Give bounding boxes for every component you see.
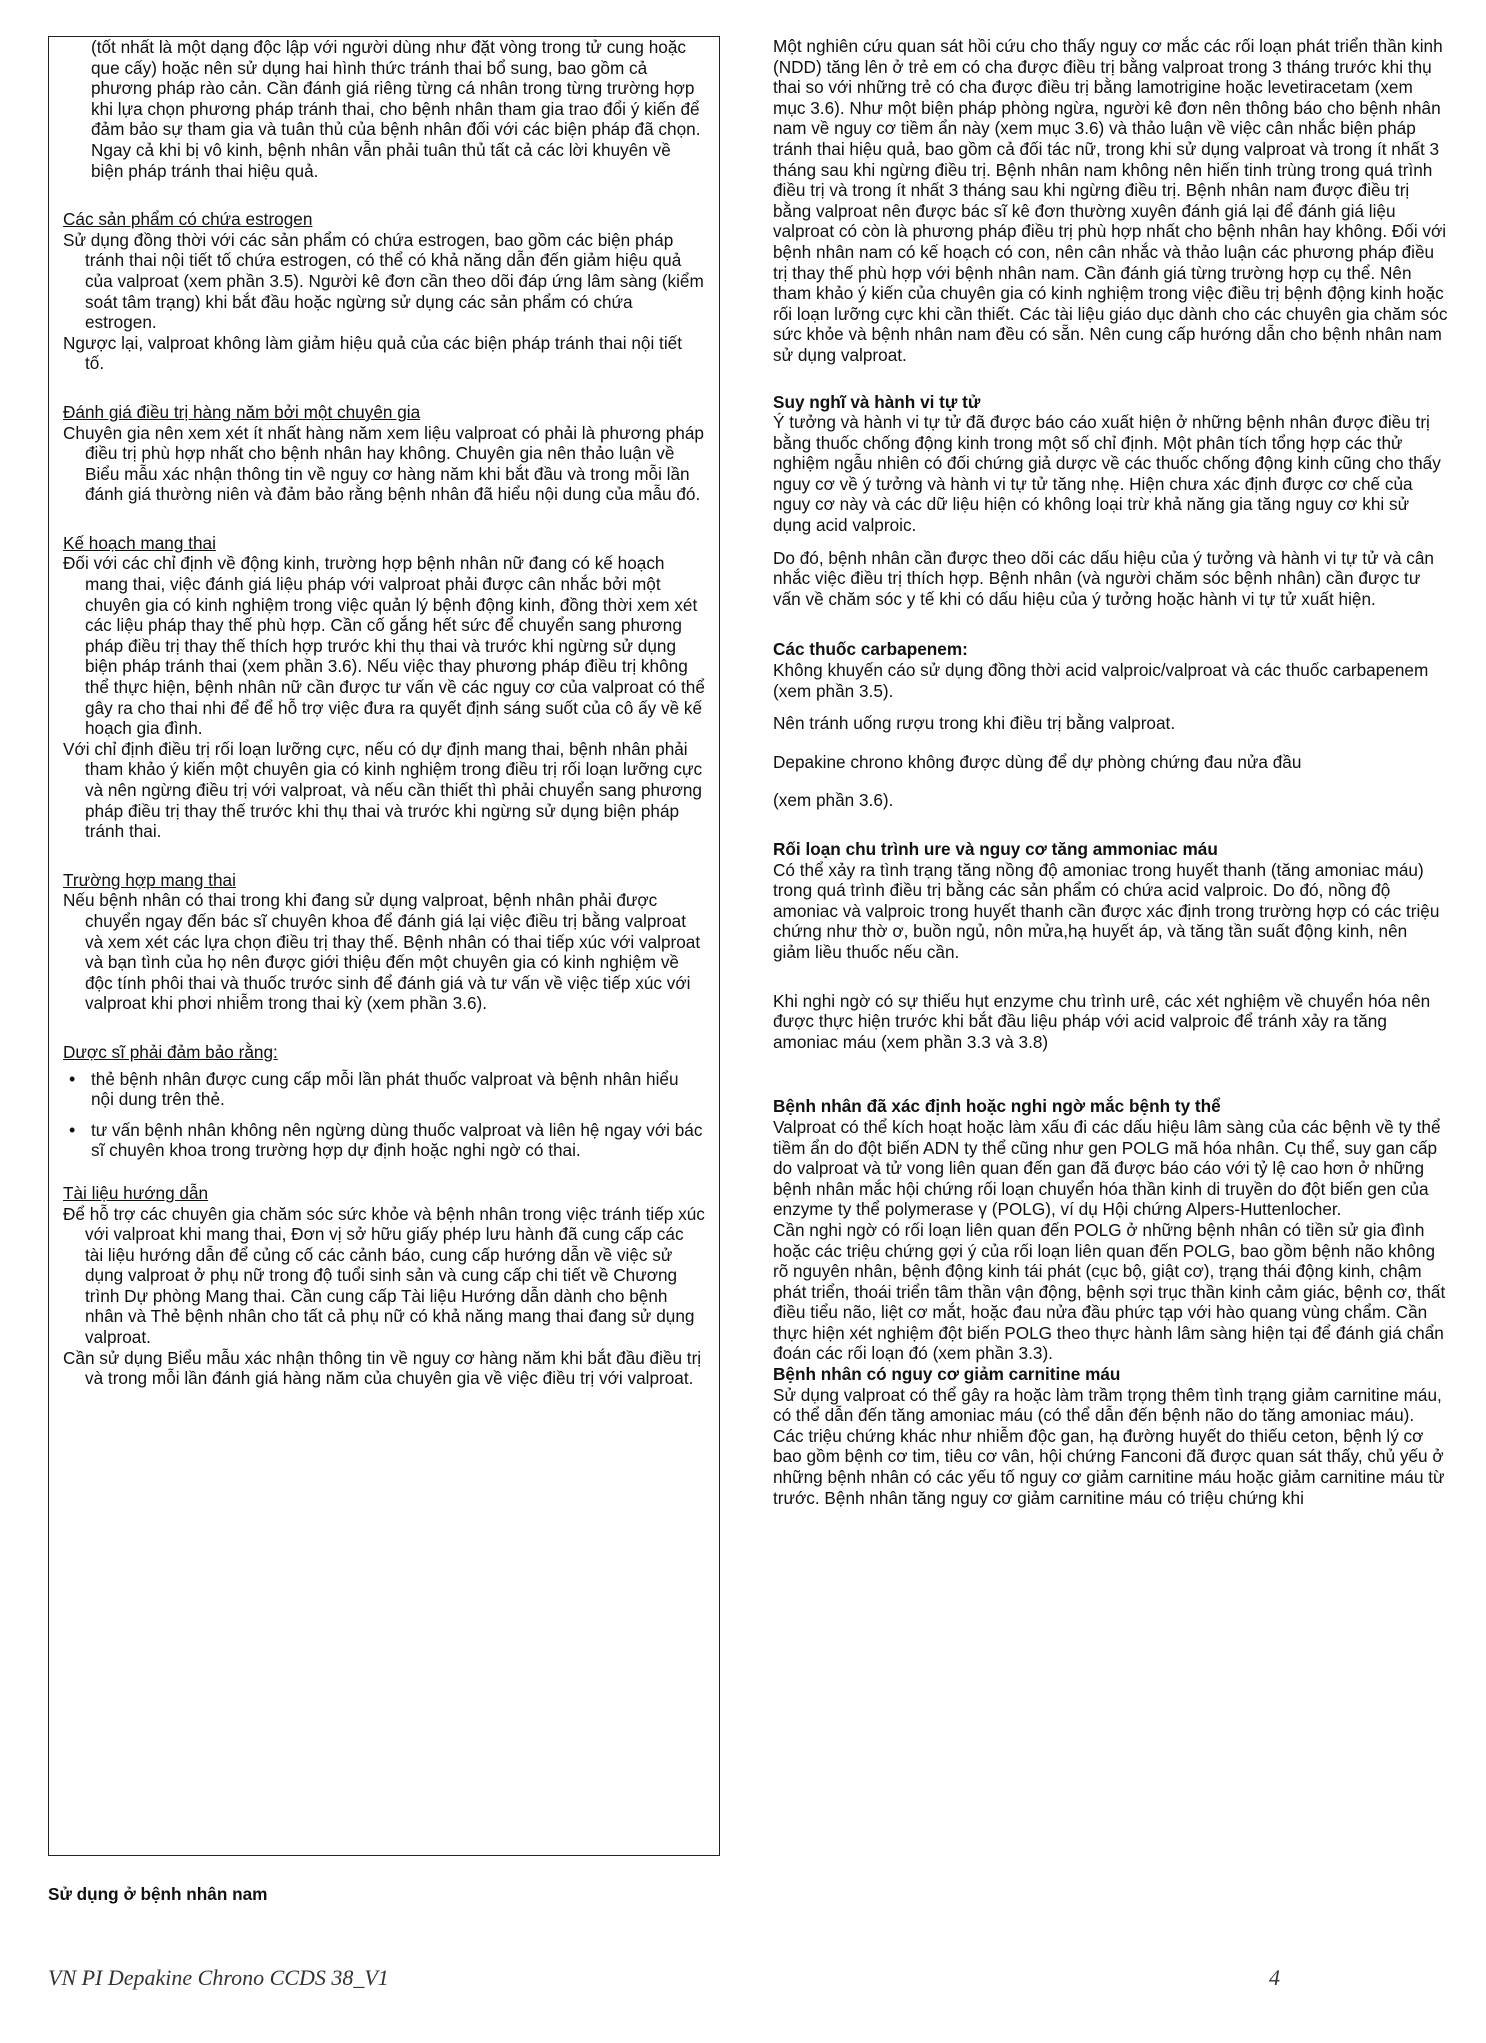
annual-review-paragraph: Chuyên gia nên xem xét ít nhất hàng năm xem liệu valproat có phải là phương pháp điều trị phù hợp nhất cho bệnh nhân hay không. Chuyên gia nên thảo luận về Biểu mẫu xác nhận thông tin về nguy cơ hàng năm khi bắt đầu và trong mỗi lần đánh giá thường niên và đảm bảo rằng bệnh nhân đã hiểu nội dung của mẫu đó. <box>63 422 704 505</box>
urea-cycle-paragraph-2: Khi nghi ngờ có sự thiếu hụt enzyme chu trình urê, các xét nghiệm về chuyển hóa nên được thực hiện trước khi bắt đầu liệu pháp với acid valproic để tránh xảy ra tăng amoniac máu (xem phần 3.3 và 3.8) <box>773 990 1431 1052</box>
pregnancy-prevention-box <box>48 36 720 1856</box>
migraine-paragraph-2: (xem phần 3.6). <box>773 790 894 811</box>
pharmacist-list-item: • tư vấn bệnh nhân không nên ngừng dùng thuốc valproat và liên hệ ngay với bác sĩ chuyên khoa trong trường hợp dự định hoặc nghi ngờ có thai. <box>63 1120 705 1161</box>
alcohol-paragraph: Nên tránh uống rượu trong khi điều trị bằng valproat. <box>773 713 1176 734</box>
estrogen-heading: Các sản phẩm có chứa estrogen <box>63 209 313 230</box>
pharmacist-heading: Dược sĩ phải đảm bảo rằng: <box>63 1041 278 1062</box>
guidance-docs-paragraph-1: Để hỗ trợ các chuyên gia chăm sóc sức khỏe và bệnh nhân trong việc tránh tiếp xúc với valproat khi mang thai, Đơn vị sở hữu giấy phép lưu hành đã cung cấp các tài liệu hướng dẫn để củng cố các cảnh báo, cung cấp hướng dẫn về việc sử dụng valproat ở phụ nữ trong độ tuổi sinh sản và cung cấp chi tiết về Chương trình Dự phòng Mang thai. Cần cung cấp Tài liệu Hướng dẫn dành cho bệnh nhân và Thẻ bệnh nhân cho tất cả phụ nữ có khả năng mang thai đang sử dụng valproat. <box>63 1203 705 1348</box>
mitochondrial-heading: Bệnh nhân đã xác định hoặc nghi ngờ mắc bệnh ty thể <box>773 1096 1221 1117</box>
estrogen-paragraph-1: Sử dụng đồng thời với các sản phẩm có chứa estrogen, bao gồm các biện pháp tránh thai nội tiết tố chứa estrogen, có thể có khả năng dẫn đến giảm hiệu quả của valproat (xem phần 3.5). Người kê đơn cần theo dõi đáp ứng lâm sàng (kiểm soát tâm trạng) khi bắt đầu hoặc ngừng sử dụng các sản phẩm có chứa estrogen. <box>63 229 704 333</box>
carnitine-heading: Bệnh nhân có nguy cơ giảm carnitine máu <box>773 1364 1121 1385</box>
suicide-paragraph-1: Ý tưởng và hành vi tự tử đã được báo cáo xuất hiện ở những bệnh nhân được điều trị bằng thuốc chống động kinh trong một số chỉ định. Một phân tích tổng hợp các thử nghiệm ngẫu nhiên có đối chứng giả dược về các thuốc chống động kinh cũng cho thấy nguy cơ về ý tưởng và hành vi tự tử tăng nhẹ. Hiện chưa xác định được cơ chế của nguy cơ này và các dữ liệu hiện có không loại trừ khả năng gia tăng nguy cơ khi sử dụng acid valproic. <box>773 412 1441 536</box>
guidance-docs-paragraph-2: Cần sử dụng Biểu mẫu xác nhận thông tin về nguy cơ hàng năm khi bắt đầu điều trị và trong mỗi lần đánh giá hàng năm của chuyên gia về việc điều trị với valproat. <box>63 1347 702 1389</box>
suicide-paragraph-2: Do đó, bệnh nhân cần được theo dõi các dấu hiệu của ý tưởng và hành vi tự tử và cân nhắc việc điều trị thích hợp. Bệnh nhân (và người chăm sóc bệnh nhân) cần được tư vấn về chăm sóc y tế khi có dấu hiệu của ý tưởng hoặc hành vi tự tử xuất hiện. <box>773 547 1434 609</box>
footer-document-id: VN PI Depakine Chrono CCDS 38_V1 <box>48 1965 389 1990</box>
carbapenem-paragraph: Không khuyến cáo sử dụng đồng thời acid valproic/valproat và các thuốc carbapenem (xem phần 3.5). <box>773 660 1429 701</box>
urea-cycle-paragraph-1: Có thể xảy ra tình trạng tăng nồng độ amoniac trong huyết thanh (tăng amoniac máu) trong quá trình điều trị bằng các sản phẩm có chứa acid valproic. Do đó, nồng độ amoniac và valproic trong huyết thanh cần được xác định trong trường hợp có các triệu chứng như thờ ơ, buồn ngủ, nôn mửa,hạ huyết áp, và tăng tần suất động kinh, nên giảm liều thuốc nếu cần. <box>773 859 1440 962</box>
pregnancy-planning-paragraph-1: Đối với các chỉ định về động kinh, trường hợp bệnh nhân nữ đang có kế hoạch mang thai, việc đánh giá liệu pháp với valproat phải được cân nhắc bởi một chuyên gia có kinh nghiệm trong việc quản lý bệnh động kinh, đồng thời xem xét các liệu pháp thay thế phù hợp. Cần cố gắng hết sức để chuyển sang phương pháp điều trị thay thế thích hợp trước khi thụ thai và trước khi ngừng sử dụng biện pháp tránh thai (xem phần 3.6). Nếu việc thay phương pháp điều trị không thể thực hiện, bệnh nhân nữ cần được tư vấn về các nguy cơ của valproat có thể gây ra cho thai nhi để để hỗ trợ việc đưa ra quyết định sáng suốt của cô ấy về kế hoạch gia đình. <box>63 553 705 739</box>
pregnancy-case-heading: Trường hợp mang thai <box>63 869 236 890</box>
male-use-heading: Sử dụng ở bệnh nhân nam <box>48 1884 268 1904</box>
pregnancy-case-paragraph: Nếu bệnh nhân có thai trong khi đang sử dụng valproat, bệnh nhân phải được chuyển ngay đến bác sĩ chuyên khoa để đánh giá lại việc điều trị bằng valproat và xem xét các lựa chọn điều trị thay thế. Bệnh nhân có thai tiếp xúc với valproat và bạn tình của họ nên được giới thiệu đến một chuyên gia có kinh nghiệm về độc tính phôi thai và thuốc trước sinh để đánh giá và tư vấn về việc tiếp xúc với valproat khi phơi nhiễm trong thai kỳ (xem phần 3.6). <box>63 890 701 1014</box>
pregnancy-planning-heading: Kế hoạch mang thai <box>63 532 216 553</box>
right-column <box>773 36 1449 1508</box>
carnitine-paragraph: Sử dụng valproat có thể gây ra hoặc làm trầm trọng thêm tình trạng giảm carnitine máu, có thể dẫn đến tăng amoniac máu (có thể dẫn đến bệnh não do tăng amoniac máu). Các triệu chứng khác như nhiễm độc gan, hạ đường huyết do thiếu ceton, bệnh lý cơ bao gồm bệnh cơ tim, tiêu cơ vân, hội chứng Fanconi đã được quan sát thấy, chủ yếu ở những bệnh nhân có các yếu tố nguy cơ giảm carnitine máu hoặc giảm carnitine máu từ trước. Bệnh nhân tăng nguy cơ giảm carnitine máu có triệu chứng khi <box>773 1384 1445 1508</box>
footer-page-number: 4 <box>1269 1965 1280 1990</box>
pharmacist-list-item: • thẻ bệnh nhân được cung cấp mỗi lần phát thuốc valproat và bệnh nhân hiểu nội dung trên thẻ. <box>63 1069 705 1110</box>
pregnancy-planning-paragraph-2: Với chỉ định điều trị rối loạn lưỡng cực, nếu có dự định mang thai, bệnh nhân phải tham khảo ý kiến một chuyên gia có kinh nghiệm trong điều trị rối loạn lưỡng cực và nên ngừng điều trị với valproat, và nếu cần thiết thì phải chuyển sang phương pháp điều trị thay thế trước khi thụ thai và trước khi ngừng sử dụng biện pháp tránh thai. <box>63 738 703 842</box>
suicide-heading: Suy nghĩ và hành vi tự tử <box>773 391 981 412</box>
pharmacist-list <box>63 1069 705 1161</box>
left-column <box>48 36 720 1905</box>
page-footer <box>48 1965 1450 1998</box>
urea-cycle-heading: Rối loạn chu trình ure và nguy cơ tăng ammoniac máu <box>773 839 1218 859</box>
migraine-paragraph-1: Depakine chrono không được dùng để dự phòng chứng đau nửa đầu <box>773 751 1302 772</box>
annual-review-heading: Đánh giá điều trị hàng năm bởi một chuyên gia <box>63 401 421 422</box>
estrogen-paragraph-2: Ngược lại, valproat không làm giảm hiệu quả của các biện pháp tránh thai nội tiết tố. <box>63 332 682 374</box>
carbapenem-heading: Các thuốc carbapenem: <box>773 639 968 660</box>
mitochondrial-paragraph-1: Valproat có thể kích hoạt hoặc làm xấu đi các dấu hiệu lâm sàng của các bệnh về ty thể tiềm ẩn do đột biến ADN ty thể cũng như gen POLG mã hóa nhân. Cụ thể, suy gan cấp do valproat và tử vong liên quan đến gan đã được báo cáo với tỷ lệ cao hơn ở những bệnh nhân mắc hội chứng rối loạn chuyển hóa thần kinh di truyền do đột biến gen của enzyme ty thể polymerase γ (POLG), ví dụ Hội chứng Alpers-Huttenlocher. <box>773 1116 1441 1220</box>
mitochondrial-paragraph-2: Cần nghi ngờ có rối loạn liên quan đến POLG ở những bệnh nhân có tiền sử gia đình hoặc các triệu chứng gợi ý của rối loạn liên quan đến POLG, bao gồm bệnh não không rõ nguyên nhân, bệnh động kinh tái phát (cục bộ, giật cơ), trạng thái động kinh, chậm phát triển, thoái triển tâm thần vận động, bệnh sợi trục thần kinh cảm giác, bệnh cơ, thất điều tiểu não, liệt cơ mắt, hoặc đau nửa đầu phức tạp với hào quang vùng chẩm. Cần thực hiện xét nghiệm đột biến POLG theo thực hành lâm sàng hiện tại để đánh giá chẩn đoán các rối loạn đó (xem phần 3.3). <box>773 1219 1446 1364</box>
guidance-docs-heading: Tài liệu hướng dẫn <box>63 1182 209 1203</box>
male-use-paragraph: Một nghiên cứu quan sát hồi cứu cho thấy nguy cơ mắc các rối loạn phát triển thần kinh (NDD) tăng lên ở trẻ em có cha được điều trị bằng valproat trong 3 tháng trước khi thụ thai so với những trẻ có cha được điều trị bằng lamotrigine hoặc levetiracetam (xem mục 3.6). Như một biện pháp phòng ngừa, người kê đơn nên thông báo cho bệnh nhân nam về nguy cơ tiềm ẩn này (xem mục 3.6) và thảo luận về việc cân nhắc biện pháp tránh thai hiệu quả, bao gồm cả đối tác nữ, trong khi sử dụng valproat và trong ít nhất 3 tháng sau khi ngừng điều trị. Bệnh nhân nam không nên hiến tinh trùng trong quá trình điều trị và trong ít nhất 3 tháng sau khi ngừng điều trị. Bệnh nhân nam được điều trị bằng valproat nên được bác sĩ kê đơn thường xuyên đánh giá lại để đánh giá liệu valproat có còn là phương pháp điều trị phù hợp nhất cho bệnh nhân hay không. Đối với bệnh nhân nam có kế hoạch có con, nên cân nhắc và thảo luận các phương pháp điều trị thay thế phù hợp với bệnh nhân nam. Cần đánh giá từng trường hợp cụ thể. Nên tham khảo ý kiến của chuyên gia có kinh nghiệm trong việc điều trị bệnh động kinh hoặc rối loạn lưỡng cực khi cần thiết. Các tài liệu giáo dục dành cho các chuyên gia chăm sóc sức khỏe và bệnh nhân nam đều có sẵn. Nên cung cấp hướng dẫn cho bệnh nhân nam sử dụng valproat. <box>773 36 1448 365</box>
box-intro: (tốt nhất là một dạng độc lập với người dùng như đặt vòng trong tử cung hoặc que cấy) hoặc nên sử dụng hai hình thức tránh thai bổ sung, bao gồm cả phương pháp rào cản. Cần đánh giá riêng từng cá nhân trong từng trường hợp khi lựa chọn phương pháp tránh thai, cho bệnh nhân tham gia trao đổi ý kiến để đảm bảo sự tham gia và tuân thủ của bệnh nhân đối với các biện pháp đã chọn. Ngay cả khi bị vô kinh, bệnh nhân vẫn phải tuân thủ tất cả các lời khuyên về biện pháp tránh thai hiệu quả. <box>91 37 701 181</box>
